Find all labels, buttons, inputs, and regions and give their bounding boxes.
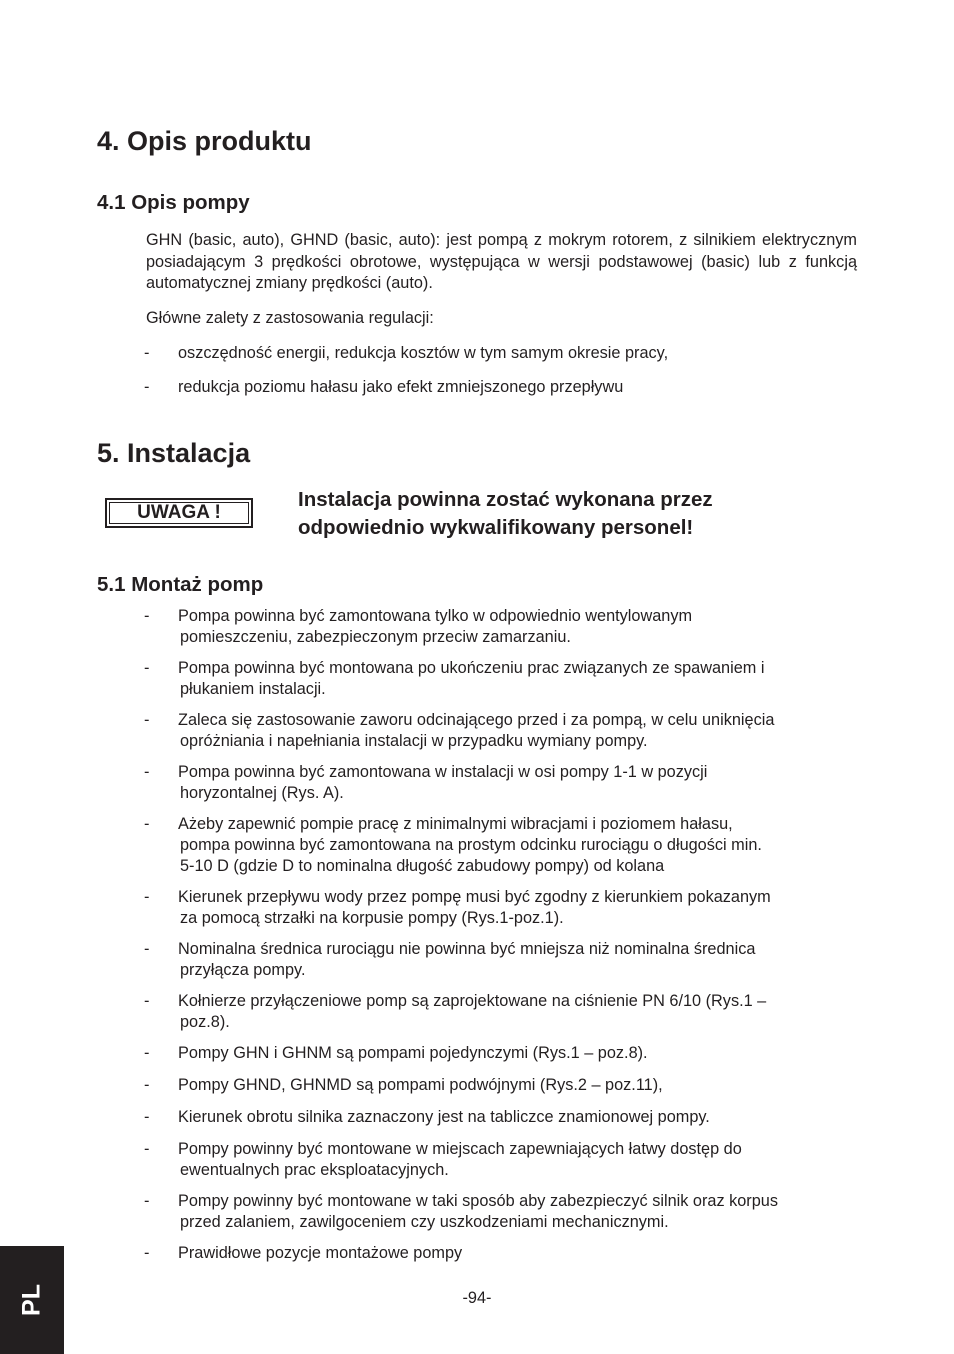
list-item-line: przed zalaniem, zawilgoceniem czy uszkodzeniami mechanicznymi. bbox=[180, 1213, 669, 1231]
list-item-line: Nominalna średnica rurociągu nie powinna być mniejsza niż nominalna średnica bbox=[178, 940, 756, 958]
list-item-line: Pompy GHN i GHNM są pompami pojedynczymi (Rys.1 – poz.8). bbox=[178, 1044, 648, 1062]
list-item-line: Pompa powinna być zamontowana w instalacji w osi pompy 1-1 w pozycji bbox=[178, 763, 708, 781]
list-item-line: Pompa powinna być zamontowana tylko w odpowiednio wentylowanym bbox=[178, 607, 693, 625]
list-item-line: ewentualnych prac eksploatacyjnych. bbox=[180, 1161, 449, 1179]
list-item-line: Prawidłowe pozycje montażowe pompy bbox=[178, 1244, 463, 1262]
list-item-line: Zaleca się zastosowanie zaworu odcinającego przed i za pompą, w celu uniknięcia bbox=[178, 711, 775, 729]
list-item-line: pompa powinna być zamontowana na prostym odcinku rurociągu o długości min. bbox=[180, 836, 762, 854]
list-item-line: opróżniania i napełniania instalacji w przypadku wymiany pompy. bbox=[180, 732, 648, 750]
section-4-1-title: 4.1 Opis pompy bbox=[97, 191, 250, 214]
warning-message: Instalacja powinna zostać wykonana przez odpowiednio wykwalifikowany personel! bbox=[298, 488, 713, 539]
list-item-line: przyłącza pompy. bbox=[180, 961, 306, 979]
language-tab: PL bbox=[0, 1246, 64, 1354]
warning-badge: UWAGA ! bbox=[105, 498, 253, 528]
list-item-line: Pompy GHND, GHNMD są pompami podwójnymi (Rys.2 – poz.11), bbox=[178, 1076, 663, 1094]
list-item-line: za pomocą strzałki na korpusie pompy (Rys.1-poz.1). bbox=[180, 909, 564, 927]
list-item-line: Kołnierze przyłączeniowe pomp są zaprojektowane na ciśnienie PN 6/10 (Rys.1 – bbox=[178, 992, 767, 1010]
list-item-line: Pompa powinna być montowana po ukończeniu prac związanych ze spawaniem i bbox=[178, 659, 765, 677]
regulation-advantages-intro: Główne zalety z zastosowania regulacji: bbox=[146, 309, 434, 327]
list-item-line: płukaniem instalacji. bbox=[180, 680, 326, 698]
page-number: -94- bbox=[462, 1289, 492, 1307]
list-item-line: pomieszczeniu, zabezpieczonym przeciw zamarzaniu. bbox=[180, 628, 571, 646]
list-item-line: Pompy powinny być montowane w miejscach zapewniających łatwy dostęp do bbox=[178, 1140, 742, 1158]
list-item-line: Pompy powinny być montowane w taki sposób aby zabezpieczyć silnik oraz korpus bbox=[178, 1192, 778, 1210]
section-5-title: 5. Instalacja bbox=[97, 438, 251, 468]
section-4-title: 4. Opis produktu bbox=[97, 126, 312, 156]
list-item-line: Kierunek przepływu wody przez pompę musi być zgodny z kierunkiem pokazanym bbox=[178, 888, 771, 906]
list-item-line: Ażeby zapewnić pompie pracę z minimalnymi wibracjami i poziomem hałasu, bbox=[178, 815, 733, 833]
list-item-line: 5-10 D (gdzie D to nominalna długość zabudowy pompy) od kolana bbox=[180, 857, 665, 875]
list-item-line: poz.8). bbox=[180, 1013, 230, 1031]
section-5-1-title: 5.1 Montaż pomp bbox=[97, 573, 264, 596]
list-item-line: Kierunek obrotu silnika zaznaczony jest na tabliczce znamionowej pompy. bbox=[178, 1108, 710, 1126]
pump-description-paragraph: GHN (basic, auto), GHND (basic, auto): jest pompą z mokrym rotorem, z silnikiem elektrycznym posiadającym 3 prędkości obrotowe, występująca w wersji podstawowej (basic) lub z funkcją automatycznej zmiany prędkości (auto). bbox=[146, 231, 857, 292]
list-item-line: horyzontalnej (Rys. A). bbox=[180, 784, 344, 802]
